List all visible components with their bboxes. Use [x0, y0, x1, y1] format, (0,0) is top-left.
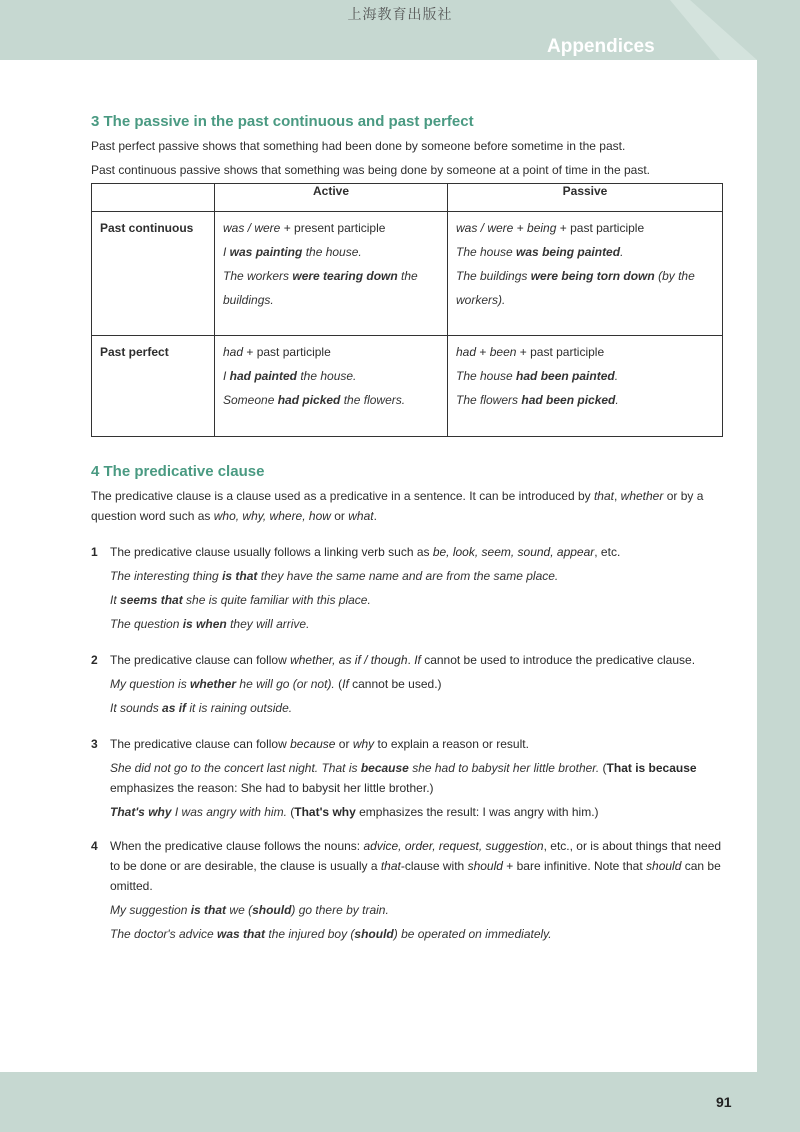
form-rest: + past participle	[516, 345, 605, 359]
form-verb: had	[223, 345, 244, 359]
example-note: emphasizes the reason: She had to babysit her little brother.)	[110, 781, 434, 795]
row-label: Past continuous	[92, 212, 215, 336]
item-text: The predicative clause usually follows a linking verb such as	[110, 545, 433, 559]
publisher-name: 上海教育出版社	[347, 7, 453, 23]
example-text: we (	[226, 903, 253, 917]
section-3-intro-1: Past perfect passive shows that something had been done by someone before sometime in the past.	[91, 139, 626, 153]
item-term: why	[352, 737, 375, 751]
example-text: I	[223, 369, 230, 383]
item-body	[110, 542, 722, 634]
example-text: he will go (or not).	[236, 677, 335, 691]
table-row	[92, 212, 723, 336]
example-text: The interesting thing	[110, 569, 223, 583]
example-highlight: because	[360, 761, 409, 775]
active-cell	[215, 336, 448, 437]
item-text: The predicative clause can follow	[110, 653, 291, 667]
active-cell	[215, 212, 448, 336]
example-text: it is raining outside.	[186, 701, 293, 715]
example-text: It sounds	[110, 701, 163, 715]
form-rest: + past participle	[556, 221, 645, 235]
example-text: I was angry with him.	[171, 805, 287, 819]
item-body	[110, 836, 722, 944]
example-highlight: as if	[162, 701, 187, 715]
example-highlight: was being painted	[516, 245, 621, 259]
item-term: because	[290, 737, 336, 751]
example-text: the buildings.	[223, 269, 418, 307]
example-highlight: had been picked	[521, 393, 616, 407]
item-number: 3	[91, 737, 98, 751]
example-text: The doctor's advice	[110, 927, 218, 941]
intro-text: or	[330, 509, 349, 523]
example-text: The question	[110, 617, 183, 631]
intro-term: that	[593, 489, 614, 503]
column-header-active: Active	[215, 184, 448, 212]
example-text: Someone	[223, 393, 278, 407]
example-text: she is quite familiar with this place.	[182, 593, 371, 607]
item-body	[110, 650, 722, 718]
example-text: She did not go to the concert last night. That is	[110, 761, 361, 775]
example-text: The house	[456, 369, 517, 383]
footer-band	[0, 1072, 800, 1132]
example-text: The workers	[223, 269, 293, 283]
item-number: 4	[91, 839, 98, 853]
example-highlight: had been painted	[516, 369, 615, 383]
example-text: (by the workers).	[456, 269, 695, 307]
example-text: .	[614, 369, 619, 383]
example-highlight: That's why	[110, 805, 172, 819]
item-term: advice, order, request, suggestion	[363, 839, 544, 853]
example-text: the injured boy (	[265, 927, 355, 941]
intro-text: .	[373, 509, 377, 523]
intro-text: ,	[613, 489, 621, 503]
passive-cell	[448, 212, 723, 336]
item-text: .	[407, 653, 415, 667]
intro-text: The predicative clause is a clause used as a predicative in a sentence. It can be introduced by	[91, 489, 594, 503]
table-corner-cell	[92, 184, 215, 212]
example-highlight: were tearing down	[292, 269, 398, 283]
example-text: The house	[456, 245, 517, 259]
item-text: or	[335, 737, 353, 751]
example-text: The flowers	[456, 393, 522, 407]
example-text: My suggestion	[110, 903, 191, 917]
passive-table	[91, 183, 723, 437]
item-number: 1	[91, 545, 98, 559]
column-header-passive: Passive	[448, 184, 723, 212]
row-label: Past perfect	[92, 336, 215, 437]
example-note-term: If	[342, 677, 349, 691]
page-number: 91	[716, 1094, 732, 1110]
example-text: ) be operated on immediately.	[393, 927, 552, 941]
item-text: cannot be used to introduce the predicative clause.	[420, 653, 696, 667]
example-highlight: were being torn down	[530, 269, 655, 283]
example-text: I	[223, 245, 230, 259]
item-term: that	[380, 859, 401, 873]
item-number: 2	[91, 653, 98, 667]
intro-term: what	[348, 509, 374, 523]
section-4-heading: 4 The predicative clause	[91, 463, 265, 480]
example-note: (	[334, 677, 343, 691]
example-highlight: had painted	[229, 369, 298, 383]
item-term: should	[467, 859, 503, 873]
item-body	[110, 734, 722, 822]
item-term: should	[646, 859, 682, 873]
example-note: cannot be used.)	[348, 677, 442, 691]
example-highlight: was painting	[229, 245, 303, 259]
section-3-intro-2: Past continuous passive shows that something was being done by someone at a point of time in the past.	[91, 163, 651, 177]
example-note: emphasizes the result: I was angry with him.)	[355, 805, 599, 819]
passive-cell	[448, 336, 723, 437]
section-4-intro	[91, 486, 723, 526]
example-highlight: had picked	[277, 393, 341, 407]
example-highlight: is that	[190, 903, 227, 917]
intro-text: or by a question word such as	[91, 489, 704, 523]
item-text: , etc.	[594, 545, 621, 559]
form-rest: + present participle	[280, 221, 386, 235]
example-text: .	[615, 393, 619, 407]
table-row	[92, 336, 723, 437]
example-text: she had to babysit her little brother.	[408, 761, 600, 775]
example-text: It	[110, 593, 121, 607]
intro-term: whether	[620, 489, 664, 503]
example-highlight: seems that	[120, 593, 183, 607]
example-text: ) go there by train.	[291, 903, 389, 917]
form-verb: had	[456, 345, 477, 359]
example-text: the house.	[302, 245, 362, 259]
example-note-term: That is because	[606, 761, 697, 775]
item-text: + bare infinitive. Note that	[502, 859, 647, 873]
example-note-term: That's why	[294, 805, 356, 819]
section-label: Appendices	[547, 36, 655, 57]
example-note: (	[599, 761, 607, 775]
form-aux: being	[527, 221, 557, 235]
form-plus: +	[476, 345, 490, 359]
example-text: they will arrive.	[226, 617, 310, 631]
item-term: whether, as if / though	[290, 653, 408, 667]
example-text: .	[620, 245, 624, 259]
table-header-row	[92, 184, 723, 212]
item-text: , etc., or is about things that need to be done or are desirable, the clause is usually a	[110, 839, 722, 873]
example-text: they have the same name and are from the same place.	[257, 569, 559, 583]
item-term: be, look, seem, sound, appear	[432, 545, 595, 559]
form-verb: was / were	[223, 221, 281, 235]
item-term: If	[414, 653, 421, 667]
item-text: to explain a reason or result.	[374, 737, 529, 751]
form-plus: +	[513, 221, 528, 235]
form-aux: been	[489, 345, 517, 359]
example-text: The buildings	[456, 269, 531, 283]
form-verb: was / were	[456, 221, 514, 235]
item-text: The predicative clause can follow	[110, 737, 291, 751]
example-text: the house.	[297, 369, 357, 383]
example-highlight: was that	[217, 927, 266, 941]
example-highlight: is when	[182, 617, 227, 631]
item-text: can be omitted.	[110, 859, 721, 893]
item-text: When the predicative clause follows the nouns:	[110, 839, 364, 853]
example-highlight: should	[252, 903, 292, 917]
intro-term: who, why, where, how	[213, 509, 331, 523]
example-highlight: whether	[190, 677, 237, 691]
section-3-heading: 3 The passive in the past continuous and past perfect	[91, 113, 474, 130]
example-text: My question is	[110, 677, 191, 691]
example-text: the flowers.	[340, 393, 406, 407]
form-rest: + past participle	[243, 345, 331, 359]
item-text: -clause with	[400, 859, 468, 873]
example-highlight: should	[354, 927, 394, 941]
example-note: (	[286, 805, 295, 819]
example-highlight: is that	[222, 569, 258, 583]
